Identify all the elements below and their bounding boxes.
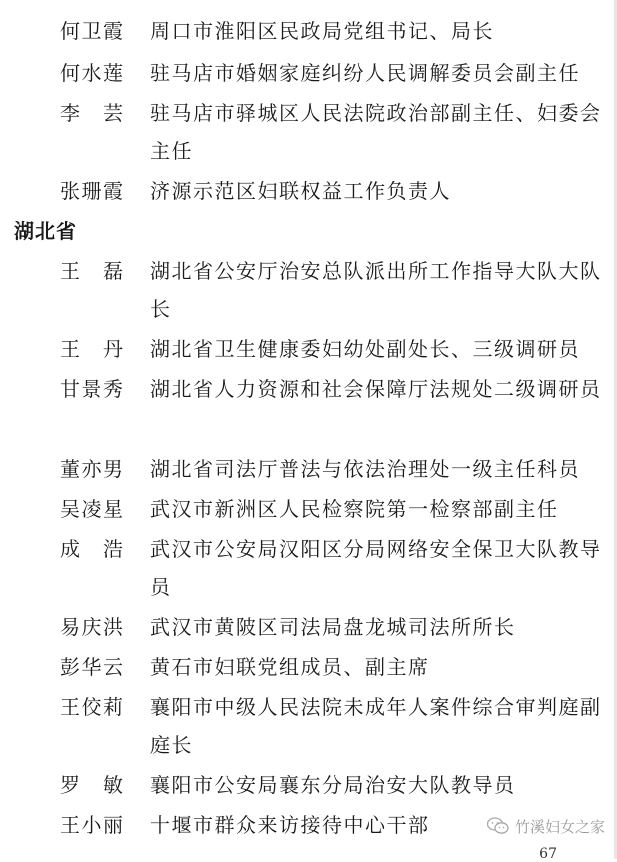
wechat-icon: [487, 817, 509, 835]
person-name: 甘景秀: [60, 377, 125, 401]
person-title: 武汉市黄陂区司法局盘龙城司法所所长: [150, 615, 516, 639]
person-title: 济源示范区妇联权益工作负责人: [150, 179, 451, 203]
person-title: 十堰市群众来访接待中心干部: [150, 813, 430, 837]
person-name: 张珊霞: [60, 179, 125, 203]
person-name: 吴凌星: [60, 497, 125, 521]
person-title: 武汉市公安局汉阳区分局网络安全保卫大队教导员: [150, 537, 602, 599]
person-name: 王 丹: [60, 337, 125, 361]
person-title: 黄石市妇联党组成员、副主席: [150, 655, 430, 679]
person-name: 成 浩: [60, 537, 125, 561]
person-title: 驻马店市驿城区人民法院政治部副主任、妇委会主任: [150, 101, 602, 163]
person-name: 王小丽: [60, 813, 125, 837]
person-name: 易庆洪: [60, 615, 125, 639]
person-title: 武汉市新洲区人民检察院第一检察部副主任: [150, 497, 559, 521]
person-name: 彭华云: [60, 655, 125, 679]
person-title: 湖北省司法厅普法与依法治理处一级主任科员: [150, 457, 580, 481]
person-name: 何水莲: [60, 61, 125, 85]
watermark: [487, 812, 605, 840]
watermark-text: 竹溪妇女之家: [514, 817, 605, 836]
person-title: 湖北省人力资源和社会保障厅法规处二级调研员: [150, 377, 602, 401]
person-title: 湖北省卫生健康委妇幼处副处长、三级调研员: [150, 337, 580, 361]
page-number: 67: [539, 846, 557, 862]
person-title: 周口市淮阳区民政局党组书记、局长: [150, 19, 494, 43]
province-heading: 湖北省: [14, 219, 77, 243]
person-title: 湖北省公安厅治安总队派出所工作指导大队大队长: [150, 259, 602, 321]
person-title: 襄阳市中级人民法院未成年人案件综合审判庭副庭长: [150, 695, 602, 757]
person-title: 襄阳市公安局襄东分局治安大队教导员: [150, 773, 516, 797]
person-title: 驻马店市婚姻家庭纠纷人民调解委员会副主任: [150, 61, 580, 85]
person-name: 王佼莉: [60, 695, 125, 719]
person-name: 王 磊: [60, 259, 125, 283]
person-name: 何卫霞: [60, 19, 125, 43]
person-name: 董亦男: [60, 457, 125, 481]
person-name: 李 芸: [60, 101, 125, 125]
person-name: 罗 敏: [60, 773, 125, 797]
